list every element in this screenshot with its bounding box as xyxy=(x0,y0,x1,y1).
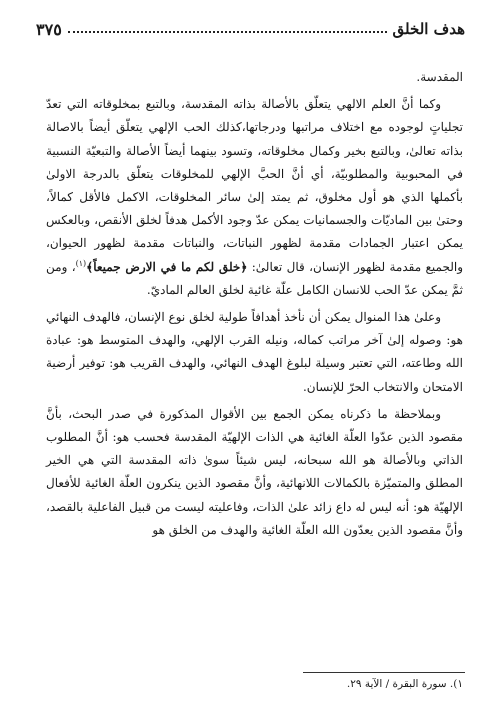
paragraph-reconciliation: وبملاحظة ما ذكرناه يمكن الجمع بين الأقوال المذكورة في صدر البحث، بأنَّ مقصود الذين عدّوا العلّة الغائية هي الذات الإلهيّة المقدسة فحسب هو: أنَّ المطلوب الذاتي وبالأصالة هو الله سبحانه، ليس شيئاً سوىٰ ذاته المقدسة التي هي الخير المطلق والمتميّزة بالكمالات اللانهائية، وأنَّ مقصود الذين ينكرون العلّة الغائية للأفعال الإلهيّة هو: أنه ليس له داع زائد علىٰ الذات، وفاعليته ليست من قبيل الفاعلية بالقصد، وأنَّ مقصود الذين يعدّون الله العلّة الغائية والهدف من الخلق هو xyxy=(46,406,463,537)
paragraph-continuation: المقدسة. xyxy=(416,70,463,84)
paragraph-text-tail: ، ومن ثمَّ يمكن عدّ الحب للانسان الكامل علّة غائية لخلق العالم الماديّ. xyxy=(46,259,463,297)
running-header xyxy=(36,18,465,40)
paragraph-divine-love xyxy=(46,93,463,302)
header-leader-dots xyxy=(68,31,387,33)
footnote: ١). سورة البقرة / الآية ٢٩. xyxy=(346,678,463,690)
paragraph-text: وكما أنَّ العلم الالهي يتعلّق بالأصالة بذاته المقدسة، وبالتبع بمخلوقاته التي تعدّ تجلياتٍ لوجوده مع اختلاف مراتبها ودرجاتها،كذلك الحب الإلهي يتعلّق أيضاً بالاصالة بذاته تعالىٰ، وبالتبع بخير وكمال مخلوقاته، وتسود بينهما أيضاً الأصالة والتبعيّة النسبية في المحبوبية والمطلوبيّة، أي أنَّ الحبَّ الإلهي للمخلوقات يتعلّق بالدرجة الاولىٰ بأكملها الذي هو أول مخلوق، ثم يمتد إلىٰ سائر المخلوقات، الاكمل فالأقل كمالاً، وحتىٰ بين الماديّات والجسمانيات يمكن عدّ وجود الأكمل هدفاً لخلق الأنقص، وبالعكس يمكن اعتبار الجمادات مقدمة لظهور النباتات، والنباتات مقدمة لظهور الحيوان، والجميع مقدمة لظهور الإنسان، قال تعالىٰ: xyxy=(46,97,464,274)
chapter-title: هدف الخلق xyxy=(392,20,465,38)
page-number: ٣٧٥ xyxy=(36,19,62,39)
body-text xyxy=(46,66,463,546)
paragraph-creation-goals: وعلىٰ هذا المنوال يمكن أن نأخذ أهدافاً طولية لخلق نوع الإنسان، فالهدف النهائي هو: وصوله إلىٰ آخر مراتب كماله، ونيله القرب الإلهي، والهدف المتوسط هو: عبادة الله وطاعته، التي تعتبر وسيلة لبلوغ الهدف النهائي، والهدف القريب هو: توفير أرضية الامتحان والانتخاب الحرّ للإنسان. xyxy=(46,310,463,394)
quran-quote: ﴿خلق لكم ما في الارض جميعاً﴾ xyxy=(86,259,248,274)
footnote-divider xyxy=(303,672,465,673)
footnote-ref: (١) xyxy=(75,258,87,268)
